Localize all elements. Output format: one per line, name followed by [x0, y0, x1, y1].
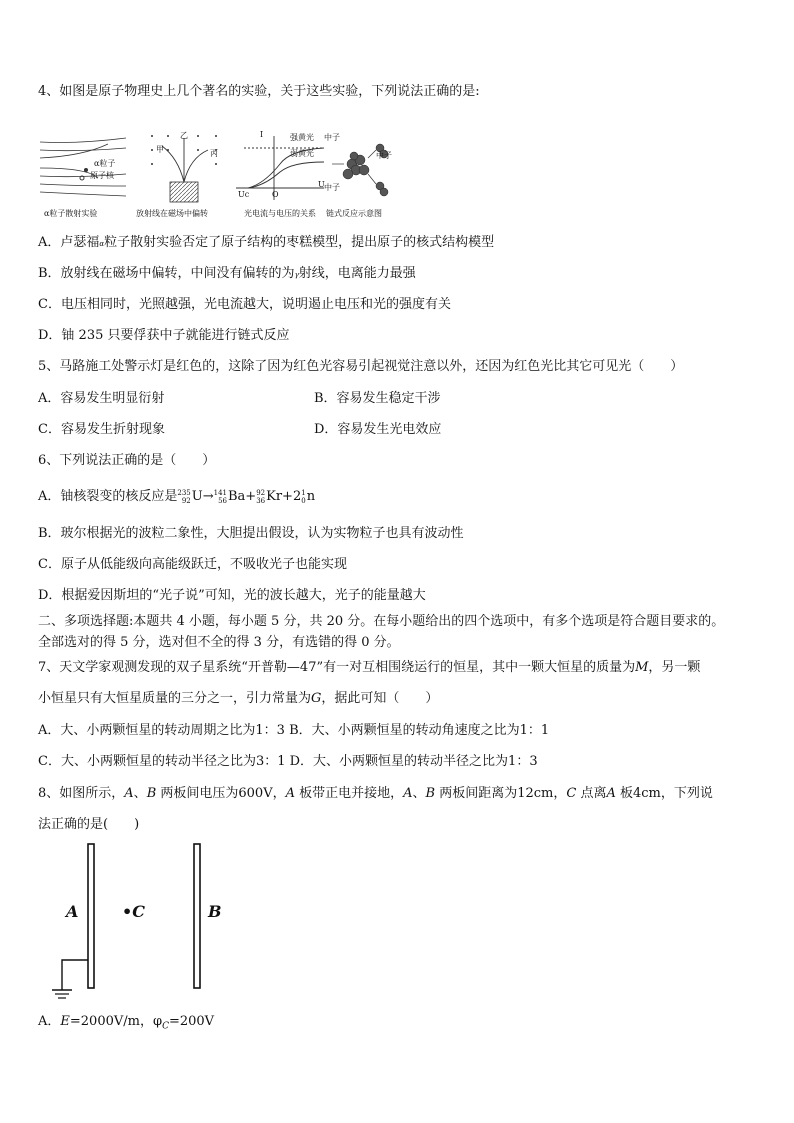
chain-reaction-caption: 链式反应示意图 [326, 209, 382, 218]
neutron-label-2: 中子 [376, 151, 392, 160]
weak-light-label: 弱黄光 [290, 149, 314, 158]
plate-a-label: A [66, 902, 79, 921]
axis-Uc-label: Uc [238, 190, 250, 199]
q6-option-a: A．铀核裂变的核反应是235 92U→141 56Ba+92 36Kr+21 0n [38, 488, 316, 505]
q6-stem: 6、下列说法正确的是（ ） [38, 453, 216, 468]
q6-option-d: D．根据爱因斯坦的“光子说”可知，光的波长越大，光子的能量越大 [38, 588, 426, 603]
point-c-label: •C [122, 902, 145, 921]
q4-option-b: B．放射线在磁场中偏转，中间没有偏转的为γ射线，电离能力最强 [38, 266, 416, 281]
q4-option-d: D．铀 235 只要俘获中子就能进行链式反应 [38, 328, 290, 343]
capacitor-figure [50, 842, 230, 1007]
nucleus-label: 原子核 [90, 171, 114, 180]
q8-stem-line1: 8、如图所示，A、B 两板间电压为600V，A 板带正电并接地，A、B 两板间距离为12cm，C 点离A 板4cm，下列说 [38, 786, 713, 801]
q5-option-a: A．容易发生明显衍射 [38, 391, 165, 406]
q5-stem: 5、马路施工处警示灯是红色的，这除了因为红色光容易引起视觉注意以外，还因为红色光比其它可见光（ ） [38, 359, 684, 374]
strong-light-label: 强黄光 [290, 133, 314, 142]
photocurrent-caption: 光电流与电压的关系 [244, 209, 316, 218]
axis-U-label: U [318, 180, 325, 189]
q8-option-a: A．E=2000V/m，$\varphi_C=200V$ [38, 1014, 215, 1032]
q4-stem: 4、如图是原子物理史上几个著名的实验，关于这些实验，下列说法正确的是: [38, 84, 480, 99]
plate-b-label: B [208, 902, 222, 921]
radiation-caption: 放射线在磁场中偏转 [136, 209, 208, 218]
q5-option-c: C．容易发生折射现象 [38, 422, 165, 437]
capacitor-plates-diagram [50, 842, 230, 1007]
bing-label: 丙 [210, 149, 218, 158]
q7-options-ab: A．大、小两颗恒星的转动周期之比为1：3 B．大、小两颗恒星的转动角速度之比为1：1 [38, 723, 550, 738]
q5-option-b: B．容易发生稳定干涉 [314, 391, 441, 406]
q7-options-cd: C．大、小两颗恒星的转动半径之比为3：1 D．大、小两颗恒星的转动半径之比为1：3 [38, 754, 538, 769]
alpha-particle-label: α粒子 [94, 159, 116, 168]
q6-option-b: B．玻尔根据光的波粒二象性，大胆提出假设，认为实物粒子也具有波动性 [38, 526, 464, 541]
q4-option-a: A．卢瑟福α粒子散射实验否定了原子结构的枣糕模型，提出原子的核式结构模型 [38, 235, 495, 250]
section2-line1: 二、多项选择题:本题共 4 小题，每小题 5 分，共 20 分。在每小题给出的四个选项中，有多个选项是符合题目要求的。 [38, 614, 725, 629]
q5-option-d: D．容易发生光电效应 [314, 422, 442, 437]
alpha-caption: α粒子散射实验 [44, 209, 98, 218]
neutron-label-3: 中子 [324, 183, 340, 192]
axis-I-label: I [260, 130, 264, 139]
q4-option-c: C．电压相同时，光照越强，光电流越大，说明遏止电压和光的强度有关 [38, 297, 451, 312]
chain-reaction-diagram [324, 134, 396, 204]
yi-label: 乙 [180, 131, 188, 140]
alpha-scattering-diagram [38, 134, 130, 204]
q4-figure [38, 128, 398, 220]
q8-stem-line2: 法正确的是( ) [38, 817, 140, 832]
section2-line2: 全部选对的得 5 分，选对但不全的得 3 分，有选错的得 0 分。 [38, 635, 400, 650]
neutron-label-1: 中子 [324, 133, 340, 142]
jia-label: 甲 [156, 145, 164, 154]
q7-stem-line2: 小恒星只有大恒星质量的三分之一，引力常量为G，据此可知（ ） [38, 691, 439, 706]
axis-O-label: O [272, 190, 279, 199]
q6-option-c: C．原子从低能级向高能级跃迁，不吸收光子也能实现 [38, 557, 347, 572]
q7-stem-line1: 7、天文学家观测发现的双子星系统“开普勒—47”有一对互相围绕运行的恒星，其中一颗大恒星的质量为M，另一颗 [38, 660, 701, 675]
